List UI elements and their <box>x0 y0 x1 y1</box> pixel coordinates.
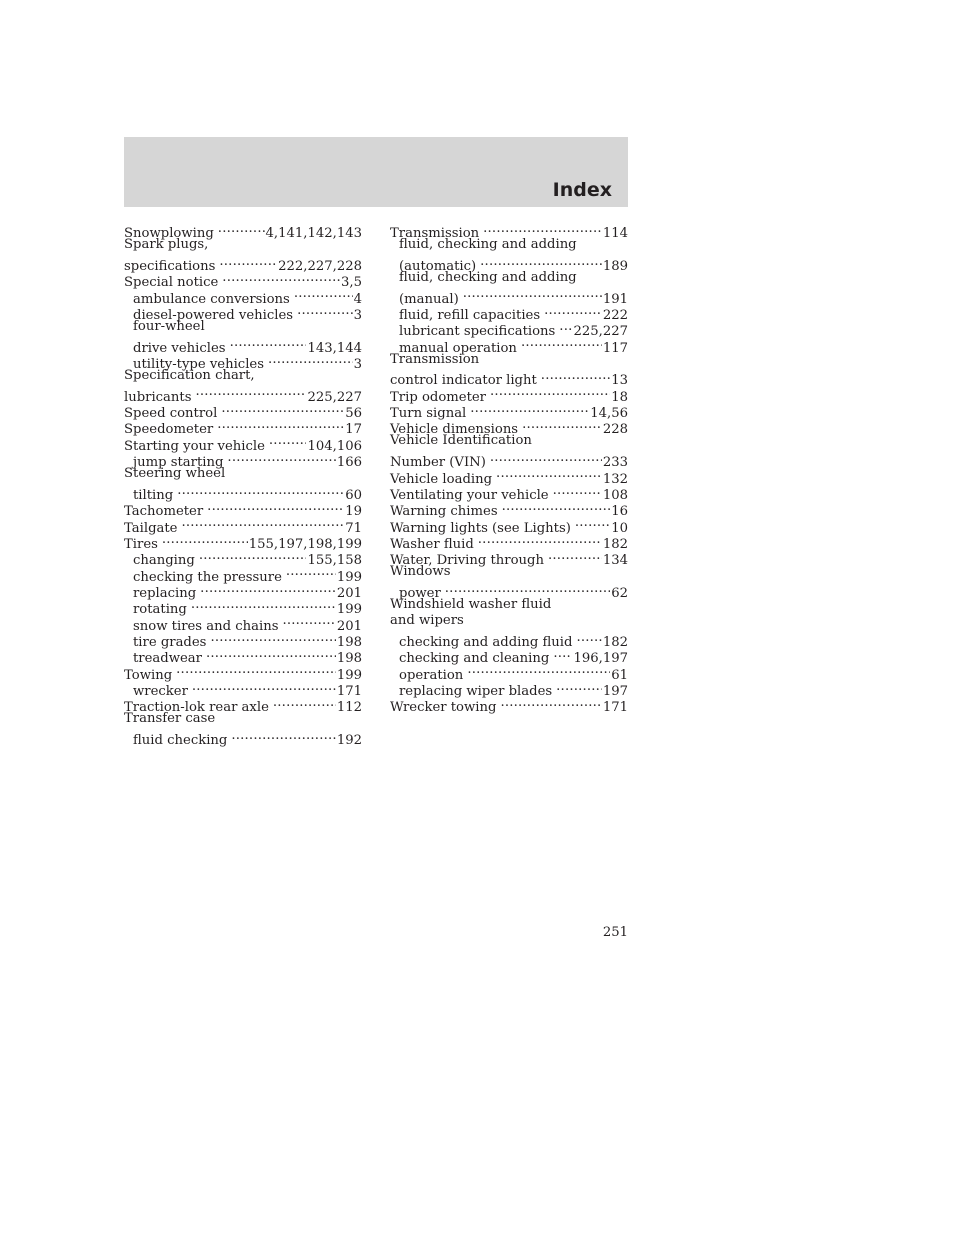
dot-leader <box>541 368 610 384</box>
index-term: control indicator light <box>390 373 537 389</box>
index-entry <box>124 254 362 275</box>
index-page-refs: 134 <box>602 553 628 569</box>
dot-leader <box>206 646 336 662</box>
index-page-refs: 225,227 <box>307 389 362 405</box>
dot-leader <box>297 303 353 319</box>
index-subentry <box>124 335 362 356</box>
dot-leader <box>502 499 611 515</box>
dot-leader <box>176 662 336 678</box>
dot-leader <box>222 270 340 286</box>
dot-leader <box>544 303 602 319</box>
index-page-refs: 14,56 <box>590 406 628 422</box>
dot-leader <box>218 221 265 237</box>
index-term: Wrecker towing <box>390 700 497 716</box>
dot-leader <box>269 433 307 449</box>
index-term: Windshield washer fluid <box>390 596 552 612</box>
index-term: checking the pressure <box>133 569 282 585</box>
index-page-refs: 114 <box>602 226 628 242</box>
index-term: Windows <box>390 564 451 580</box>
index-page-refs: 17 <box>345 422 362 438</box>
dot-leader <box>195 384 306 400</box>
index-term: Vehicle dimensions <box>390 422 519 438</box>
dot-leader <box>553 646 572 662</box>
index-term: Special notice <box>124 275 219 291</box>
dot-leader <box>553 483 602 499</box>
index-page-refs: 104,106 <box>307 438 362 454</box>
index-page-refs: 60 <box>345 487 362 503</box>
dot-leader <box>162 532 248 548</box>
index-term: Steering wheel <box>124 466 226 482</box>
dot-leader <box>556 679 602 695</box>
index-page-refs: 182 <box>602 536 628 552</box>
index-column-right <box>390 221 628 716</box>
index-page-refs: 112 <box>336 700 362 716</box>
index-page-refs: 16 <box>611 504 628 520</box>
index-entry <box>390 433 628 449</box>
index-page-refs: 10 <box>611 520 628 536</box>
index-page-refs: 71 <box>345 520 362 536</box>
dot-leader <box>286 564 336 580</box>
index-term: Tachometer <box>124 504 204 520</box>
index-page-refs: 171 <box>602 700 628 716</box>
index-term: Number (VIN) <box>390 455 486 471</box>
index-term: and wipers <box>390 613 464 629</box>
index-term: fluid, checking and adding <box>399 237 577 253</box>
index-page-refs: 228 <box>602 422 628 438</box>
index-page-refs: 18 <box>611 389 628 405</box>
dot-leader <box>500 695 601 711</box>
index-page-refs: 13 <box>611 373 628 389</box>
index-term: (automatic) <box>399 259 477 275</box>
dot-leader <box>490 384 610 400</box>
index-term: specifications <box>124 259 216 275</box>
index-subentry <box>390 581 628 601</box>
index-term: tilting <box>133 487 174 503</box>
index-term: fluid checking <box>133 733 228 748</box>
index-page-refs: 196,197 <box>573 651 628 667</box>
index-page-refs: 108 <box>602 487 628 503</box>
dot-leader <box>478 532 602 548</box>
dot-leader <box>200 581 336 597</box>
index-term: fluid, checking and adding <box>399 270 577 286</box>
index-page-refs: 19 <box>345 504 362 520</box>
index-term: power <box>399 585 441 601</box>
section-title: Index <box>552 179 612 201</box>
index-page-refs: 198 <box>336 651 362 667</box>
dot-leader <box>496 466 602 482</box>
index-term: Starting your vehicle <box>124 438 265 454</box>
dot-leader <box>268 352 353 368</box>
index-entry <box>390 613 628 629</box>
index-page-refs: 56 <box>345 406 362 422</box>
index-page-refs: 4 <box>353 291 362 307</box>
index-entry <box>390 450 628 471</box>
dot-leader <box>470 401 589 417</box>
index-subentry <box>390 630 628 650</box>
index-term: tire grades <box>133 634 207 650</box>
index-term: snow tires and chains <box>133 618 279 634</box>
index-term: Washer fluid <box>390 536 474 552</box>
index-page-refs: 143,144 <box>307 340 362 356</box>
dot-leader <box>273 695 336 711</box>
dot-leader <box>294 286 353 302</box>
dot-leader <box>548 548 602 564</box>
index-entry <box>124 384 362 405</box>
index-page-refs: 155,158 <box>307 553 362 569</box>
index-subentry <box>124 728 362 748</box>
index-page-refs: 62 <box>611 585 628 601</box>
dot-leader <box>192 679 336 695</box>
index-term: checking and adding fluid <box>399 634 573 650</box>
index-term: Transmission <box>390 226 480 242</box>
index-term: replacing wiper blades <box>399 683 553 699</box>
dot-leader <box>490 450 602 466</box>
index-page-refs: 117 <box>602 340 628 356</box>
index-subentry <box>124 483 362 503</box>
index-page-refs: 61 <box>611 667 628 683</box>
index-term: Specification chart, <box>124 368 255 384</box>
index-term: Speedometer <box>124 422 214 438</box>
index-term: ambulance conversions <box>133 291 290 307</box>
index-page-refs: 222,227,228 <box>278 259 362 275</box>
index-term: wrecker <box>133 683 188 699</box>
index-page-refs: 189 <box>602 259 628 275</box>
index-page-refs: 3 <box>353 357 362 373</box>
dot-leader <box>181 515 344 531</box>
index-column-left <box>124 221 362 748</box>
index-term: rotating <box>133 602 187 618</box>
dot-leader <box>191 597 336 613</box>
index-page-refs: 132 <box>602 471 628 487</box>
index-term: treadwear <box>133 651 202 667</box>
dot-leader <box>230 335 307 351</box>
index-page-refs: 199 <box>336 667 362 683</box>
index-term: jump starting <box>133 455 224 471</box>
dot-leader <box>207 499 344 515</box>
index-term: Trip odometer <box>390 389 486 405</box>
index-page-refs: 171 <box>336 683 362 699</box>
index-entry <box>124 221 362 242</box>
page-number: 251 <box>602 925 628 940</box>
index-term: lubricant specifications <box>399 324 556 340</box>
index-page-refs: 192 <box>336 733 362 748</box>
index-term: Towing <box>124 667 173 683</box>
index-subentry <box>390 254 628 275</box>
dot-leader <box>227 450 335 466</box>
index-entry <box>124 466 362 482</box>
dot-leader <box>445 581 610 597</box>
index-page-refs: 155,197,198,199 <box>248 536 362 552</box>
dot-leader <box>231 728 335 744</box>
index-term: Vehicle loading <box>390 471 493 487</box>
dot-leader <box>210 630 335 646</box>
index-page-refs: 4,141,142,143 <box>265 226 362 242</box>
index-page-refs: 199 <box>336 569 362 585</box>
index-term: four-wheel <box>133 319 205 335</box>
index-term: Transfer case <box>124 711 216 727</box>
dot-leader <box>575 515 610 531</box>
index-term: utility-type vehicles <box>133 357 264 373</box>
dot-leader <box>217 417 344 433</box>
dot-leader <box>463 286 602 302</box>
index-term: Vehicle Identification <box>390 433 532 449</box>
index-term: Transmission <box>390 351 480 367</box>
index-page-refs: 3,5 <box>341 275 362 291</box>
index-term: Tailgate <box>124 520 178 536</box>
index-entry <box>390 597 628 613</box>
index-entry <box>390 368 628 389</box>
index-page-refs: 225,227 <box>573 324 628 340</box>
index-page-refs: 166 <box>336 455 362 471</box>
index-term: Warning lights (see Lights) <box>390 520 571 536</box>
index-term: fluid, refill capacities <box>399 308 541 324</box>
dot-leader <box>199 548 307 564</box>
index-term: (manual) <box>399 291 459 307</box>
dot-leader <box>467 662 610 678</box>
index-page-refs: 201 <box>336 585 362 601</box>
index-page-refs: 201 <box>336 618 362 634</box>
index-term: Water, Driving through <box>390 553 544 569</box>
dot-leader <box>522 417 602 433</box>
dot-leader <box>576 630 601 646</box>
index-page-refs: 199 <box>336 602 362 618</box>
index-term: replacing <box>133 585 197 601</box>
index-term: manual operation <box>399 340 517 356</box>
index-page-refs: 233 <box>602 455 628 471</box>
dot-leader <box>559 319 572 335</box>
index-term: checking and cleaning <box>399 651 550 667</box>
section-header-band <box>124 137 628 207</box>
index-term: changing <box>133 553 195 569</box>
index-page-refs: 197 <box>602 683 628 699</box>
index-term: Ventilating your vehicle <box>390 487 549 503</box>
dot-leader <box>521 335 602 351</box>
index-page-refs: 182 <box>602 634 628 650</box>
index-subentry <box>390 237 628 253</box>
index-page-refs: 222 <box>602 308 628 324</box>
index-term: operation <box>399 667 464 683</box>
index-term: Spark plugs, <box>124 237 209 253</box>
dot-leader <box>177 483 344 499</box>
index-term: Warning chimes <box>390 504 498 520</box>
dot-leader <box>221 401 344 417</box>
dot-leader <box>480 254 602 270</box>
index-term: lubricants <box>124 389 192 405</box>
dot-leader <box>483 221 602 237</box>
index-entry <box>390 221 628 242</box>
dot-leader <box>282 613 335 629</box>
index-subentry <box>390 270 628 286</box>
index-page-refs: 3 <box>353 308 362 324</box>
dot-leader <box>219 254 277 270</box>
index-term: Tires <box>124 536 158 552</box>
index-entry <box>124 368 362 384</box>
index-term: diesel-powered vehicles <box>133 308 294 324</box>
index-subentry <box>390 286 628 307</box>
index-term: drive vehicles <box>133 340 226 356</box>
index-page-refs: 191 <box>602 291 628 307</box>
index-term: Speed control <box>124 406 218 422</box>
index-term: Turn signal <box>390 406 467 422</box>
index-page-refs: 198 <box>336 634 362 650</box>
index-term: Snowplowing <box>124 226 214 242</box>
index-term: Traction-lok rear axle <box>124 700 269 716</box>
